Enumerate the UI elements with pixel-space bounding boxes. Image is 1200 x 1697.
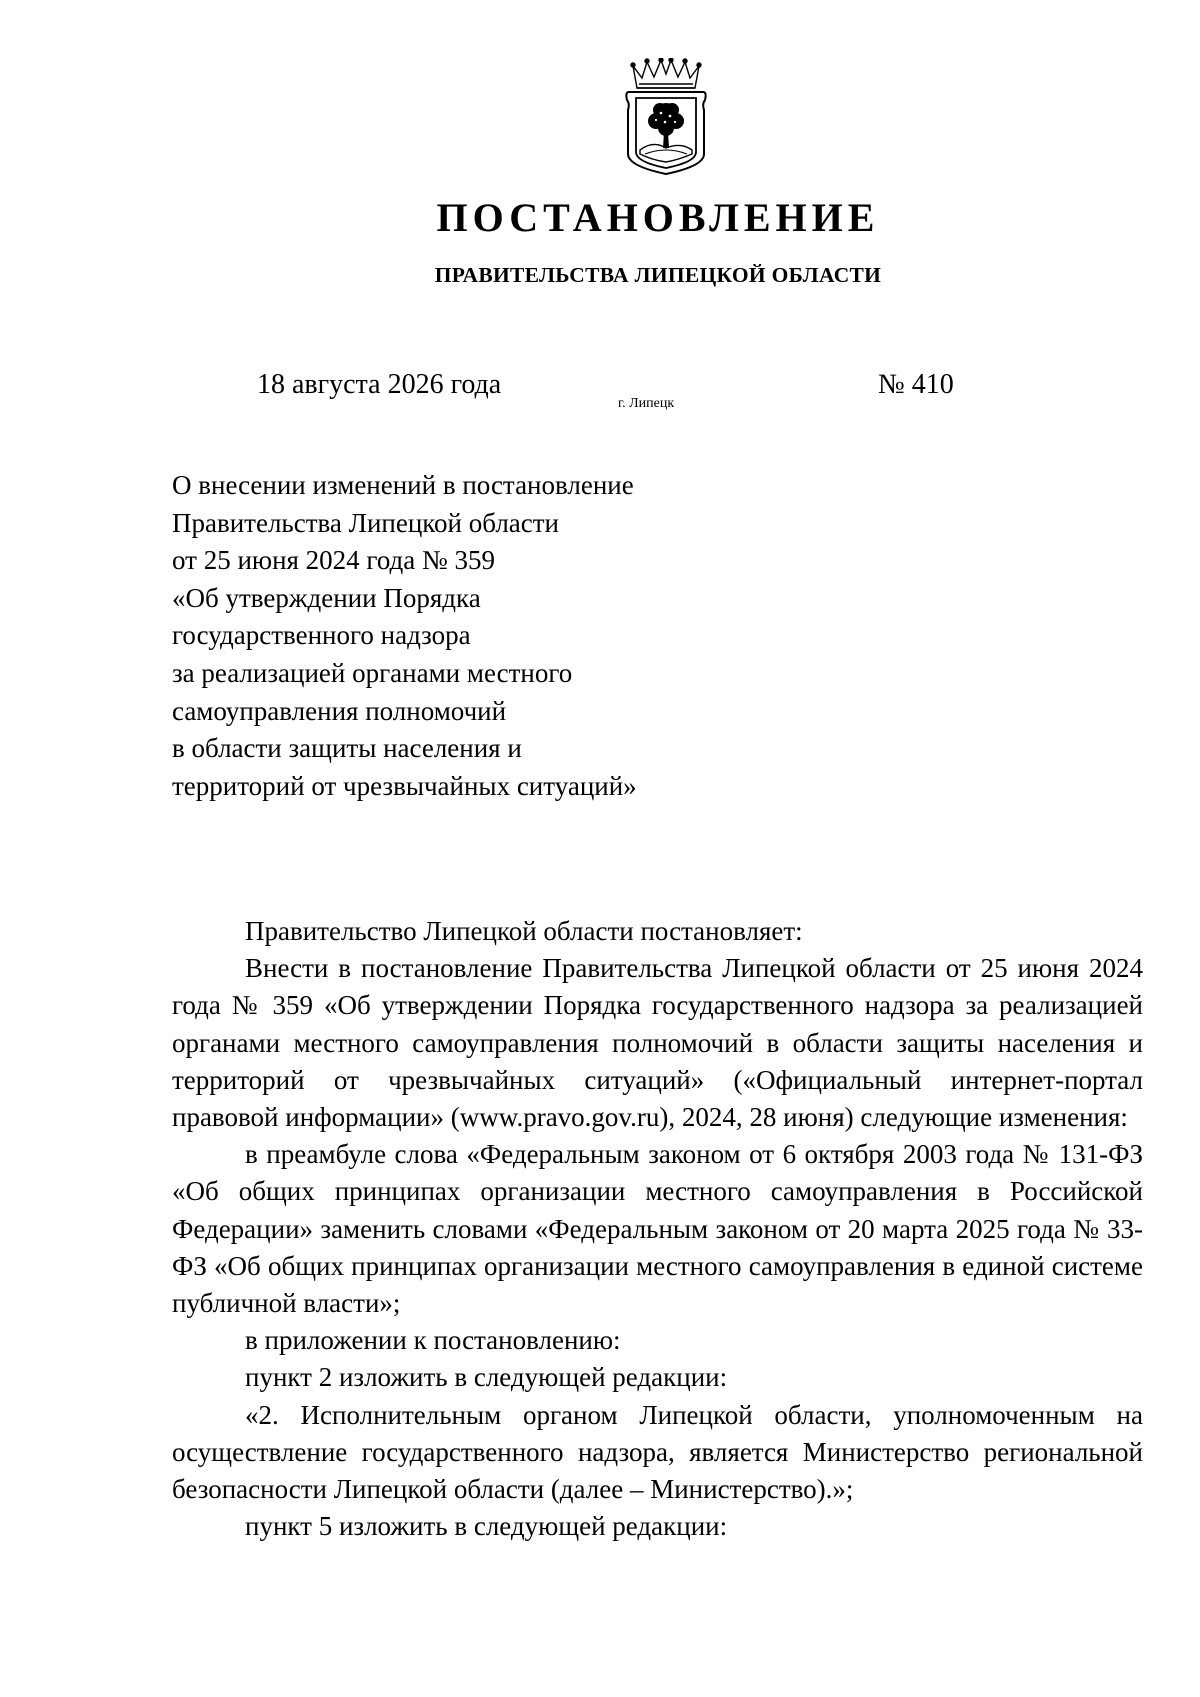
body-paragraph-item-2-text: «2. Исполнительным органом Липецкой области, уполномоченным на осуществление государственного надзора, является Министерство региональной безопасности Липецкой области (далее – Министерство).»; (172, 1399, 1143, 1505)
document-number: № 410 (878, 369, 954, 400)
heading-line: самоуправления полномочий (172, 695, 507, 726)
heading-line: «Об утверждении Порядка (172, 582, 481, 613)
heading-line: государственного надзора (172, 620, 471, 651)
coat-of-arms-icon (623, 58, 709, 176)
document-subtitle: ПРАВИТЕЛЬСТВА ЛИПЕЦКОЙ ОБЛАСТИ (434, 263, 882, 287)
heading-line: Правительства Липецкой области (172, 507, 560, 538)
body-paragraph-item-5-intro: пункт 5 изложить в следующей редакции: (245, 1511, 728, 1542)
document-body (172, 913, 1143, 1545)
body-paragraph-appendix: в приложении к постановлению: (245, 1325, 621, 1356)
document-title: ПОСТАНОВЛЕНИЕ (436, 195, 880, 240)
document-date: 18 августа 2026 года (257, 369, 502, 400)
heading-line: в области защиты населения и (172, 733, 522, 764)
heading-line: О внесении изменений в постановление (172, 470, 634, 500)
document-heading (172, 467, 692, 805)
body-paragraph-item-2-intro: пункт 2 изложить в следующей редакции: (245, 1362, 728, 1393)
body-paragraph-preamble-change: в преамбуле слова «Федеральным законом от 6 октября 2003 года № 131-ФЗ «Об общих принципах организации местного самоуправления в Российской Федерации» заменить словами «Федеральным законом от 20 марта 2025 года № 33-ФЗ «Об общих принципах организации местного самоуправления в единой системе публичной власти»; (172, 1139, 1143, 1319)
heading-line: за реализацией органами местного (172, 657, 573, 688)
heading-line: от 25 июня 2024 года № 359 (172, 545, 496, 576)
coat-of-arms-emblem (623, 58, 709, 176)
body-paragraph-amendment: Внести в постановление Правительства Липецкой области от 25 июня 2024 года № 359 «Об утверждении Порядка государственного надзора за реализацией органами местного самоуправления полномочий в области защиты населения и территорий от чрезвычайных ситуаций» («Официальный интернет-портал правовой информации» (www.pravo.gov.ru), 2024, 28 июня) следующие изменения: (172, 953, 1143, 1133)
body-paragraph-preamble: Правительство Липецкой области постановляет: (245, 916, 803, 946)
heading-line: территорий от чрезвычайных ситуаций» (172, 770, 637, 801)
document-city: г. Липецк (618, 396, 675, 411)
